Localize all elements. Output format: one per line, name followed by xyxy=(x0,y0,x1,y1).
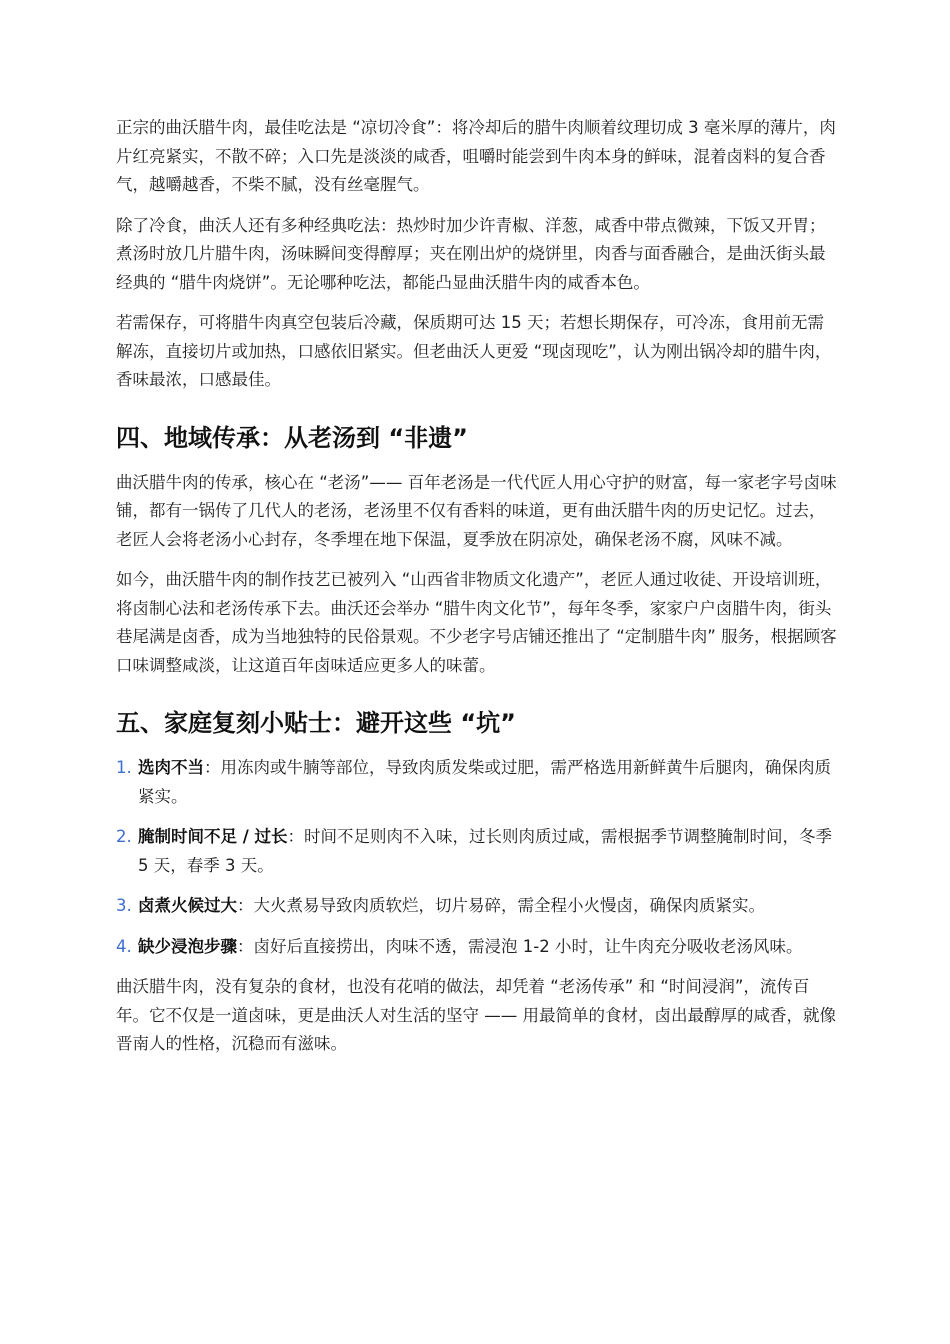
tip-text: ：时间不足则肉不入味，过长则肉质过咸，需根据季节调整腌制时间，冬季 5 天，春季 3 天。 xyxy=(138,827,833,875)
intro-paragraph-2: 除了冷食，曲沃人还有多种经典吃法：热炒时加少许青椒、洋葱，咸香中带点微辣，下饭又开胃；煮汤时放几片腊牛肉，汤味瞬间变得醇厚；夹在刚出炉的烧饼里，肉香与面香融合，是曲沃街头最经典的 “腊牛肉烧饼”。无论哪种吃法，都能凸显曲沃腊牛肉的咸香本色。 xyxy=(116,215,826,292)
tip-text: ：用冻肉或牛腩等部位，导致肉质发柴或过肥，需严格选用新鲜黄牛后腿肉，确保肉质紧实。 xyxy=(138,758,831,806)
list-number: 4. xyxy=(116,936,132,956)
tip-term: 选肉不当 xyxy=(138,758,204,777)
section-4-heading: 四、地域传承：从老汤到 “非遗” xyxy=(116,423,468,452)
section-5-heading: 五、家庭复刻小贴士：避开这些 “坑” xyxy=(116,709,516,737)
list-item xyxy=(116,754,838,811)
list-item xyxy=(116,933,838,962)
tip-text: ：大火煮易导致肉质软烂，切片易碎，需全程小火慢卤，确保肉质紧实。 xyxy=(237,896,765,915)
list-number: 2. xyxy=(116,827,132,846)
tip-term: 缺少浸泡步骤 xyxy=(138,936,237,956)
list-item xyxy=(116,823,838,880)
tip-term: 腌制时间不足 / 过长 xyxy=(138,827,288,846)
list-item xyxy=(116,892,838,921)
section-4-paragraph-2: 如今，曲沃腊牛肉的制作技艺已被列入 “山西省非物质文化遗产”，老匠人通过收徒、开设培训班，将卤制心法和老汤传承下去。曲沃还会举办 “腊牛肉文化节”，每年冬季，家家户户卤腊牛肉，街头巷尾满是卤香，成为当地独特的民俗景观。不少老字号店铺还推出了 “定制腊牛肉” 服务，根据顾客口味调整咸淡，让这道百年卤味适应更多人的味蕾。 xyxy=(116,570,837,675)
section-4-paragraph-1: 曲沃腊牛肉的传承，核心在 “老汤”—— 百年老汤是一代代匠人用心守护的财富，每一家老字号卤味铺，都有一锅传了几代人的老汤，老汤里不仅有香料的味道，更有曲沃腊牛肉的历史记忆。过去，老匠人会将老汤小心封存，冬季埋在地下保温，夏季放在阴凉处，确保老汤不腐，风味不减。 xyxy=(116,472,837,549)
intro-paragraph-1: 正宗的曲沃腊牛肉，最佳吃法是 “凉切冷食”：将冷却后的腊牛肉顺着纹理切成 3 毫米厚的薄片，肉片红亮紧实，不散不碎；入口先是淡淡的咸香，咀嚼时能尝到牛肉本身的鲜味，混着卤料的复合香气，越嚼越香，不柴不腻，没有丝毫腥气。 xyxy=(116,118,836,194)
intro-paragraph-3: 若需保存，可将腊牛肉真空包装后冷藏，保质期可达 15 天；若想长期保存，可冷冻，食用前无需解冻，直接切片或加热，口感依旧紧实。但老曲沃人更爱 “现卤现吃”，认为刚出锅冷却的腊牛肉，香味最浓，口感最佳。 xyxy=(116,313,832,389)
closing-paragraph: 曲沃腊牛肉，没有复杂的食材，也没有花哨的做法，却凭着 “老汤传承” 和 “时间浸润”，流传百年。它不仅是一道卤味，更是曲沃人对生活的坚守 —— 用最简单的食材，卤出最醇厚的咸香，就像晋南人的性格，沉稳而有滋味。 xyxy=(116,977,836,1053)
list-number: 1. xyxy=(116,758,132,777)
tip-term: 卤煮火候过大 xyxy=(138,896,237,915)
tip-text: ：卤好后直接捞出，肉味不透，需浸泡 1-2 小时，让牛肉充分吸收老汤风味。 xyxy=(237,936,803,956)
tips-list xyxy=(116,754,838,961)
list-number: 3. xyxy=(116,896,132,915)
